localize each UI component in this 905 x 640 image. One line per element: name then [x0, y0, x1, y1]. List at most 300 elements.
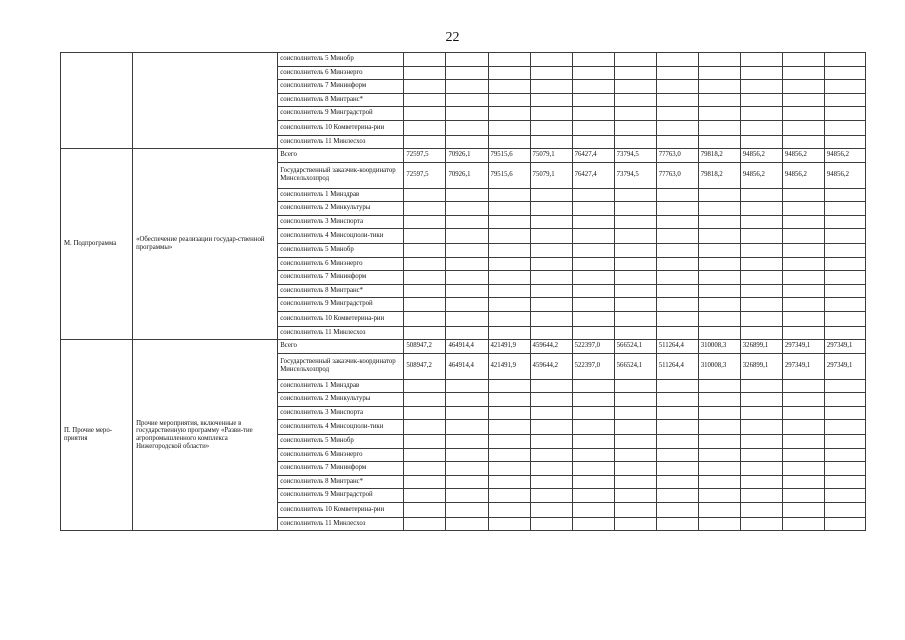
value-cell: 310008,3 [698, 353, 740, 379]
value-cell [656, 271, 698, 285]
value-cell [404, 420, 446, 435]
value-cell [656, 393, 698, 407]
value-cell [824, 475, 865, 489]
value-cell [530, 326, 572, 340]
value-cell [782, 435, 824, 449]
value-cell [572, 420, 614, 435]
value-cell [488, 271, 530, 285]
value-cell [656, 311, 698, 326]
value-cell [446, 462, 488, 476]
value-cell [488, 435, 530, 449]
value-cell: 566524,1 [614, 340, 656, 354]
value-cell [488, 53, 530, 67]
value-cell [572, 393, 614, 407]
value-cell [404, 379, 446, 393]
value-cell [446, 215, 488, 229]
value-cell [824, 448, 865, 462]
value-cell [824, 80, 865, 94]
executor-label-cell: соисполнитель 4 Минсоцполи-тики [278, 229, 404, 244]
value-cell [530, 93, 572, 107]
value-cell: 326899,1 [740, 353, 782, 379]
value-cell [740, 244, 782, 258]
value-cell [698, 502, 740, 517]
value-cell [740, 406, 782, 420]
value-cell [782, 462, 824, 476]
value-cell [698, 517, 740, 531]
value-cell [446, 326, 488, 340]
value-cell [404, 202, 446, 216]
value-cell [446, 517, 488, 531]
value-cell [656, 215, 698, 229]
value-cell: 297349,1 [782, 353, 824, 379]
value-cell [530, 244, 572, 258]
value-cell [782, 229, 824, 244]
value-cell: 76427,4 [572, 149, 614, 163]
value-cell [572, 66, 614, 80]
value-cell [698, 379, 740, 393]
value-cell [572, 406, 614, 420]
value-cell: 94856,2 [824, 162, 865, 188]
value-cell [656, 202, 698, 216]
value-cell [530, 66, 572, 80]
value-cell [740, 215, 782, 229]
value-cell [824, 435, 865, 449]
value-cell [782, 271, 824, 285]
value-cell [446, 244, 488, 258]
executor-label-cell: соисполнитель 6 Минэнерго [278, 448, 404, 462]
value-cell [740, 53, 782, 67]
value-cell [446, 311, 488, 326]
value-cell [572, 502, 614, 517]
value-cell [530, 215, 572, 229]
value-cell [404, 517, 446, 531]
value-cell [530, 284, 572, 298]
value-cell [404, 66, 446, 80]
value-cell [614, 326, 656, 340]
value-cell [446, 420, 488, 435]
executor-label-cell: соисполнитель 7 Мининформ [278, 462, 404, 476]
value-cell [656, 66, 698, 80]
value-cell [614, 215, 656, 229]
value-cell [824, 202, 865, 216]
value-cell [572, 462, 614, 476]
value-cell [782, 448, 824, 462]
value-cell [488, 326, 530, 340]
value-cell [656, 489, 698, 503]
value-cell [572, 517, 614, 531]
value-cell [530, 475, 572, 489]
value-cell [488, 298, 530, 312]
value-cell [740, 202, 782, 216]
executor-label-cell: соисполнитель 11 Минлесхоз [278, 135, 404, 149]
value-cell: 72597,5 [404, 149, 446, 163]
value-cell [446, 120, 488, 135]
value-cell: 79818,2 [698, 149, 740, 163]
value-cell [740, 489, 782, 503]
value-cell [698, 326, 740, 340]
value-cell [740, 393, 782, 407]
value-cell [698, 406, 740, 420]
executor-label-cell: соисполнитель 11 Минлесхоз [278, 517, 404, 531]
value-cell [572, 80, 614, 94]
value-cell [488, 215, 530, 229]
value-cell [446, 271, 488, 285]
value-cell [404, 188, 446, 202]
value-cell [782, 298, 824, 312]
executor-label-cell: соисполнитель 2 Минкультуры [278, 202, 404, 216]
value-cell [782, 284, 824, 298]
value-cell [446, 93, 488, 107]
value-cell [446, 502, 488, 517]
value-cell [656, 298, 698, 312]
value-cell [698, 120, 740, 135]
value-cell [404, 244, 446, 258]
value-cell: 73794,5 [614, 149, 656, 163]
value-cell [782, 311, 824, 326]
value-cell [446, 66, 488, 80]
value-cell [698, 244, 740, 258]
value-cell [572, 120, 614, 135]
value-cell [614, 435, 656, 449]
value-cell [740, 93, 782, 107]
value-cell [488, 284, 530, 298]
value-cell [530, 257, 572, 271]
value-cell [614, 80, 656, 94]
value-cell [656, 379, 698, 393]
page-number: 22 [445, 30, 460, 45]
executor-label-cell: соисполнитель 3 Минспорта [278, 406, 404, 420]
value-cell [530, 298, 572, 312]
value-cell [656, 435, 698, 449]
value-cell [824, 271, 865, 285]
executor-label-cell: соисполнитель 7 Мининформ [278, 271, 404, 285]
value-cell [614, 257, 656, 271]
value-cell [488, 257, 530, 271]
value-cell: 75079,1 [530, 162, 572, 188]
value-cell [740, 379, 782, 393]
value-cell [782, 475, 824, 489]
value-cell [404, 406, 446, 420]
value-cell [614, 406, 656, 420]
program-cell: П. Прочие меро-приятия [61, 340, 133, 531]
value-cell [572, 215, 614, 229]
value-cell [656, 475, 698, 489]
value-cell [824, 284, 865, 298]
value-cell [446, 406, 488, 420]
value-cell [782, 215, 824, 229]
value-cell: 94856,2 [782, 149, 824, 163]
value-cell [740, 66, 782, 80]
executor-label-cell: соисполнитель 7 Мининформ [278, 80, 404, 94]
value-cell [572, 53, 614, 67]
value-cell [614, 420, 656, 435]
value-cell [614, 475, 656, 489]
program-cell [61, 53, 133, 149]
value-cell [782, 379, 824, 393]
value-cell: 508947,2 [404, 340, 446, 354]
value-cell [698, 107, 740, 121]
value-cell [530, 53, 572, 67]
value-cell [782, 406, 824, 420]
value-cell [698, 284, 740, 298]
program-cell: М. Подпрограмма [61, 149, 133, 340]
value-cell: 297349,1 [782, 340, 824, 354]
value-cell [656, 244, 698, 258]
value-cell [530, 502, 572, 517]
value-cell [740, 420, 782, 435]
value-cell [614, 244, 656, 258]
value-cell [698, 462, 740, 476]
value-cell [656, 53, 698, 67]
value-cell [740, 80, 782, 94]
value-cell [572, 244, 614, 258]
value-cell [572, 489, 614, 503]
value-cell: 70926,1 [446, 162, 488, 188]
value-cell [824, 517, 865, 531]
executor-label-cell: соисполнитель 2 Минкультуры [278, 393, 404, 407]
value-cell [530, 188, 572, 202]
value-cell [488, 462, 530, 476]
value-cell [698, 475, 740, 489]
value-cell [488, 420, 530, 435]
value-cell [572, 107, 614, 121]
value-cell [782, 120, 824, 135]
value-cell [656, 502, 698, 517]
value-cell [530, 435, 572, 449]
value-cell [446, 188, 488, 202]
executor-label-cell: соисполнитель 5 Минобр [278, 244, 404, 258]
executor-label-cell: соисполнитель 10 Комветерина-рии [278, 502, 404, 517]
value-cell [614, 489, 656, 503]
table-row [61, 149, 866, 163]
value-cell [782, 107, 824, 121]
value-cell [446, 80, 488, 94]
value-cell [698, 435, 740, 449]
value-cell [698, 420, 740, 435]
executor-label-cell: соисполнитель 6 Минэнерго [278, 66, 404, 80]
value-cell: 94856,2 [782, 162, 824, 188]
value-cell: 421491,9 [488, 340, 530, 354]
value-cell [614, 379, 656, 393]
value-cell [404, 53, 446, 67]
value-cell [488, 475, 530, 489]
value-cell [614, 120, 656, 135]
value-cell: 73794,5 [614, 162, 656, 188]
value-cell [572, 298, 614, 312]
value-cell [614, 53, 656, 67]
value-cell [614, 93, 656, 107]
executor-label-cell: соисполнитель 8 Минтранс* [278, 475, 404, 489]
value-cell [530, 448, 572, 462]
value-cell [446, 379, 488, 393]
value-cell: 522397,0 [572, 353, 614, 379]
executor-label-cell: соисполнитель 6 Минэнерго [278, 257, 404, 271]
value-cell [740, 271, 782, 285]
value-cell [404, 311, 446, 326]
value-cell [740, 229, 782, 244]
value-cell [572, 135, 614, 149]
executor-label-cell: соисполнитель 8 Минтранс* [278, 93, 404, 107]
value-cell: 464914,4 [446, 340, 488, 354]
value-cell [446, 298, 488, 312]
value-cell [404, 448, 446, 462]
value-cell [530, 120, 572, 135]
value-cell [530, 271, 572, 285]
value-cell [656, 93, 698, 107]
value-cell [656, 326, 698, 340]
value-cell [614, 448, 656, 462]
value-cell [740, 135, 782, 149]
executor-label-cell: соисполнитель 11 Минлесхоз [278, 326, 404, 340]
value-cell [404, 271, 446, 285]
value-cell [404, 489, 446, 503]
value-cell [614, 135, 656, 149]
table-row [61, 340, 866, 354]
value-cell [824, 420, 865, 435]
value-cell [488, 107, 530, 121]
value-cell: 76427,4 [572, 162, 614, 188]
value-cell [824, 502, 865, 517]
value-cell [740, 326, 782, 340]
value-cell [824, 135, 865, 149]
value-cell [824, 326, 865, 340]
value-cell [404, 475, 446, 489]
value-cell [404, 215, 446, 229]
value-cell [698, 298, 740, 312]
value-cell [740, 502, 782, 517]
value-cell [824, 311, 865, 326]
value-cell [698, 135, 740, 149]
value-cell [446, 489, 488, 503]
value-cell [782, 489, 824, 503]
value-cell [488, 517, 530, 531]
value-cell: 70926,1 [446, 149, 488, 163]
value-cell: 566524,1 [614, 353, 656, 379]
value-cell [782, 80, 824, 94]
value-cell [572, 93, 614, 107]
value-cell [530, 135, 572, 149]
value-cell [446, 393, 488, 407]
value-cell [824, 120, 865, 135]
program-name-cell: Прочие мероприятия, включенные в государственную программу «Разви-тие агропромышленного комплекса Нижегородской области» [133, 340, 278, 531]
value-cell [530, 489, 572, 503]
executor-label-cell: соисполнитель 5 Минобр [278, 435, 404, 449]
value-cell: 77763,0 [656, 149, 698, 163]
value-cell: 297349,1 [824, 353, 865, 379]
executor-label-cell: Всего [278, 149, 404, 163]
value-cell: 94856,2 [740, 149, 782, 163]
value-cell [404, 284, 446, 298]
value-cell [824, 244, 865, 258]
value-cell [446, 448, 488, 462]
value-cell [656, 420, 698, 435]
value-cell [782, 517, 824, 531]
value-cell [404, 298, 446, 312]
value-cell [488, 489, 530, 503]
value-cell [488, 202, 530, 216]
value-cell [530, 406, 572, 420]
executor-label-cell: соисполнитель 5 Минобр [278, 53, 404, 67]
executor-label-cell: соисполнитель 9 Минградстрой [278, 489, 404, 503]
value-cell [614, 502, 656, 517]
value-cell: 72597,5 [404, 162, 446, 188]
value-cell [740, 257, 782, 271]
value-cell [488, 135, 530, 149]
value-cell [404, 135, 446, 149]
value-cell [404, 120, 446, 135]
value-cell [824, 229, 865, 244]
value-cell [614, 462, 656, 476]
executor-label-cell: соисполнитель 8 Минтранс* [278, 284, 404, 298]
value-cell [530, 462, 572, 476]
value-cell [824, 257, 865, 271]
value-cell [530, 420, 572, 435]
value-cell [740, 462, 782, 476]
value-cell [488, 66, 530, 80]
funding-table-sheet [60, 52, 866, 531]
value-cell [614, 271, 656, 285]
value-cell [488, 188, 530, 202]
value-cell: 75079,1 [530, 149, 572, 163]
value-cell [740, 517, 782, 531]
value-cell [488, 120, 530, 135]
value-cell [446, 435, 488, 449]
value-cell: 326899,1 [740, 340, 782, 354]
executor-label-cell: Всего [278, 340, 404, 354]
value-cell [572, 326, 614, 340]
value-cell [446, 135, 488, 149]
value-cell [782, 393, 824, 407]
value-cell [782, 502, 824, 517]
value-cell: 511264,4 [656, 340, 698, 354]
value-cell: 459644,2 [530, 340, 572, 354]
value-cell [404, 462, 446, 476]
value-cell [698, 53, 740, 67]
value-cell [404, 502, 446, 517]
value-cell [656, 188, 698, 202]
value-cell [782, 93, 824, 107]
value-cell [782, 135, 824, 149]
value-cell: 94856,2 [824, 149, 865, 163]
value-cell [488, 379, 530, 393]
value-cell [782, 66, 824, 80]
executor-label-cell: соисполнитель 10 Комветерина-рии [278, 120, 404, 135]
executor-label-cell: соисполнитель 9 Минградстрой [278, 107, 404, 121]
value-cell [572, 475, 614, 489]
value-cell [656, 257, 698, 271]
value-cell [614, 229, 656, 244]
value-cell: 511264,4 [656, 353, 698, 379]
value-cell [446, 229, 488, 244]
value-cell [530, 379, 572, 393]
value-cell [740, 107, 782, 121]
program-name-cell [133, 53, 278, 149]
value-cell: 310008,3 [698, 340, 740, 354]
value-cell [656, 80, 698, 94]
program-name-cell: «Обеспечение реализации государ-ственной программы» [133, 149, 278, 340]
value-cell [488, 93, 530, 107]
value-cell: 508947,2 [404, 353, 446, 379]
value-cell [572, 271, 614, 285]
value-cell [698, 489, 740, 503]
value-cell [824, 107, 865, 121]
value-cell [614, 202, 656, 216]
value-cell: 421491,9 [488, 353, 530, 379]
value-cell [572, 311, 614, 326]
executor-label-cell: соисполнитель 1 Минздрав [278, 379, 404, 393]
value-cell [572, 229, 614, 244]
value-cell [656, 135, 698, 149]
